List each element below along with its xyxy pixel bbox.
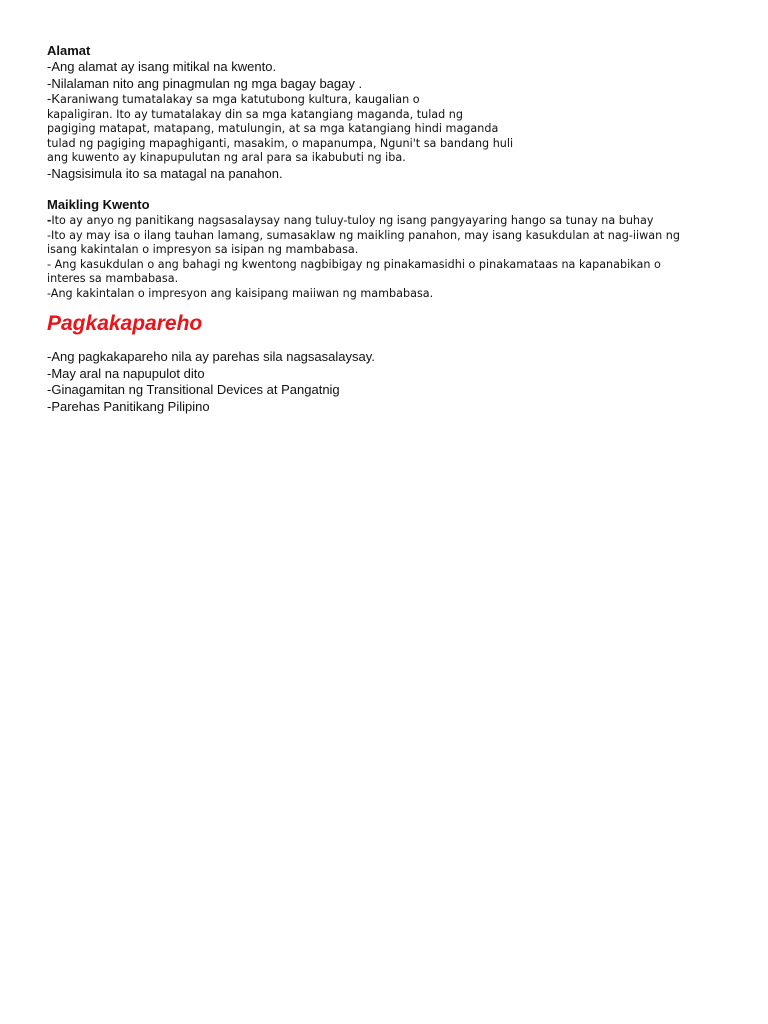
alamat-paragraph-line [47,92,727,108]
document-page [47,42,727,415]
maikling-kwento-heading: Maikling Kwento [47,197,150,212]
maikling-kwento-line: -Ang kakintalan o impresyon ang kaisipang maiiwan ng mambabasa. [47,286,434,300]
alamat-paragraph-line: pagiging matapat, matapang, matulungin, at sa mga katangiang hindi maganda [47,122,499,135]
alamat-paragraph-line: ang kuwento ay kinapupulutan ng aral para sa ikabubuti ng iba. [47,151,406,164]
pagkakapareho-section [47,311,727,415]
alamat-section [47,42,727,182]
pagkakapareho-line: -Parehas Panitikang Pilipino [47,398,210,414]
pagkakapareho-line: -Ginagamitan ng Transitional Devices at Pangatnig [47,382,340,397]
maikling-kwento-line: -Ito ay may isa o ilang tauhan lamang, sumasaklaw ng maikling panahon, may isang kasukdulan at nag-iiwan ng [47,228,680,242]
pagkakapareho-heading: Pagkakapareho [47,312,203,335]
maikling-kwento-section [47,196,727,301]
maikling-kwento-line: - Ang kasukdulan o ang bahagi ng kwentong nagbibigay ng pinakamasidhi o pinakamataas na kapanabikan o [47,257,661,271]
maikling-kwento-line: isang kakintalan o impresyon sa isipan ng mambabasa. [47,243,359,256]
alamat-paragraph-rest: araniwang tumatalakay sa mga katutubong kultura, kaugalian o [60,93,420,106]
alamat-line: -Ang alamat ay isang mitikal na kwento. [47,59,277,74]
maikling-kwento-dash: - [47,212,52,227]
pagkakapareho-line: -May aral na napupulot dito [47,365,205,381]
alamat-paragraph-line: kapaligiran. Ito ay tumatalakay din sa mga katangiang maganda, tulad ng [47,107,464,121]
alamat-line: -Nagsisimula ito sa matagal na panahon. [47,165,283,181]
alamat-paragraph-lead: -K [47,91,60,106]
alamat-line: -Nilalaman nito ang pinagmulan ng mga bagay bagay . [47,75,363,91]
pagkakapareho-line: -Ang pagkakapareho nila ay parehas sila nagsasalaysay. [47,349,375,364]
alamat-paragraph-line: tulad ng pagiging mapaghiganti, masakim, o mapanumpa, Nguni't sa bandang huli [47,136,514,150]
maikling-kwento-line [47,213,727,229]
maikling-kwento-line: interes sa mambabasa. [47,272,179,285]
alamat-heading: Alamat [47,43,91,58]
maikling-kwento-first-text: Ito ay anyo ng panitikang nagsasalaysay nang tuluy-tuloy ng isang pangyayaring hango sa tunay na buhay [51,214,654,227]
